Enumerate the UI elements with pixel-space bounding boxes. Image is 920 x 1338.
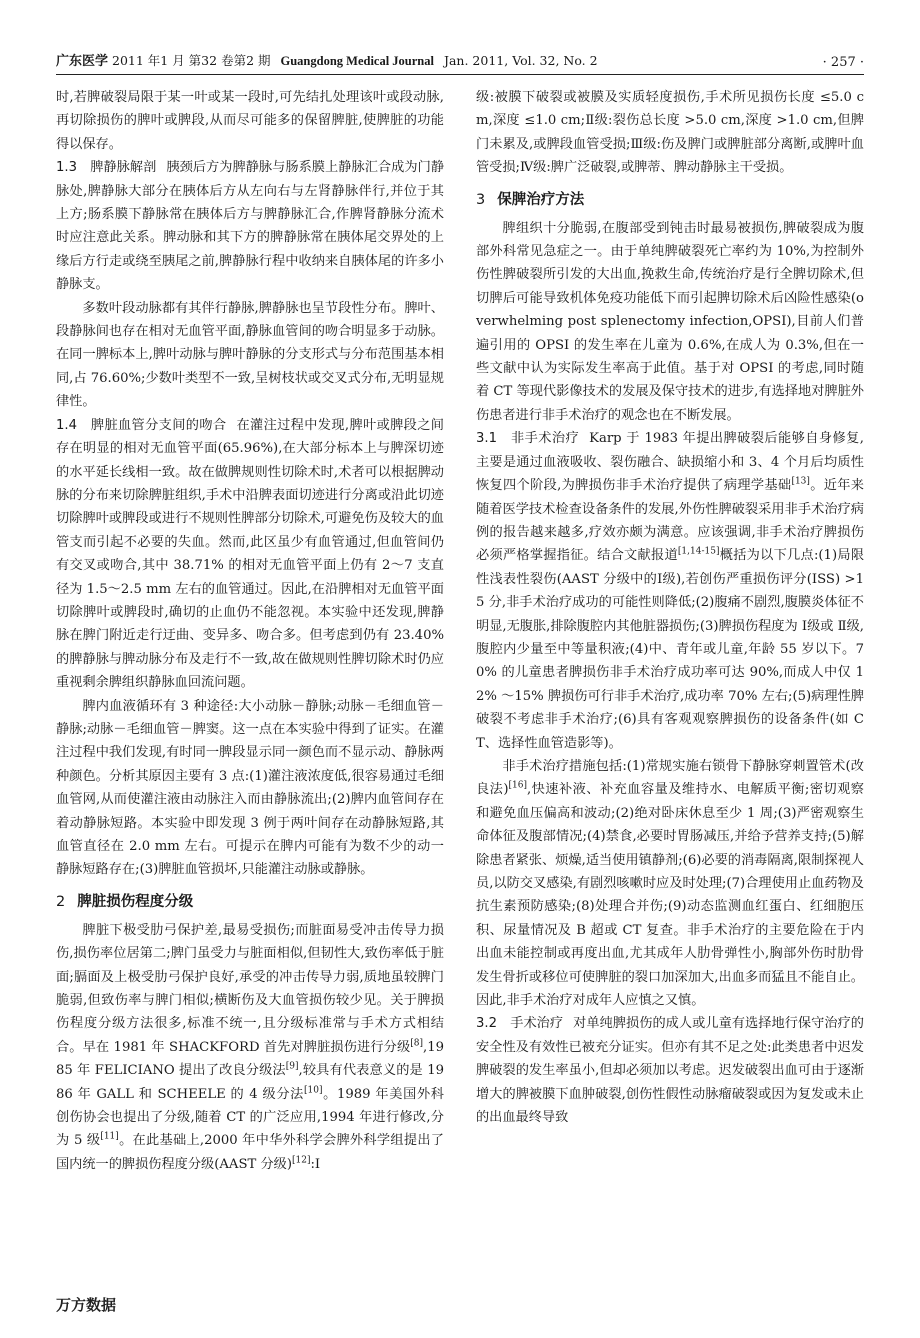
section-1-3 — [56, 156, 444, 296]
citation: [12] — [291, 1155, 311, 1166]
text-run: ,较具有代表意义的是 1986 年 GALL 和 SCHEELE 的 4 级分法 — [56, 1063, 444, 1102]
section-heading: 1.3 脾静脉解剖 — [56, 160, 157, 176]
section-text: 胰颈后方为脾静脉与肠系膜上静脉汇合成为门静脉处,脾静脉大部分在胰体后方从左向右与左肾静脉伴行,并位于其上方;肠系膜下静脉常在胰体后方与脾静脉汇合,作脾肾静脉分流术时应注意此关系。脾动脉和其下方的脾静脉常在胰体尾交界处的上缘后方行走或绕至胰尾之前,脾静脉行程中收纳来自胰体尾的许多小静脉支。 — [56, 160, 445, 293]
text-run: :Ⅰ — [310, 1156, 321, 1172]
journal-name-en: Guangdong Medical Journal — [280, 54, 434, 68]
text-run: Karp 于 1983 年提出脾破裂后能够自身修复,主要是通过血液吸收、裂伤融合、缺损缩小和 3、4 个月后均质性恢复四个阶段,为脾损伤非手术治疗提供了病理学基础 — [476, 431, 864, 494]
section-3-1 — [476, 427, 864, 755]
section-text: 对单纯脾损伤的成人或儿童有选择地行保守治疗的安全性及有效性已被充分证实。但亦有其不足之处:此类患者中迟发脾破裂的发生率虽小,但却必须加以考虑。迟发破裂出血可由于逐渐增大的脾被膜下血肿破裂,创伤性假性动脉瘤破裂或因为复发或未止的出血最终导致 — [476, 1016, 864, 1126]
journal-name-cn: 广东医学 — [56, 54, 109, 69]
paragraph: 时,若脾破裂局限于某一叶或某一段时,可先结扎处理该叶或段动脉,再切除损伤的脾叶或脾段,从而尽可能多的保留脾脏,使脾脏的功能得以保存。 — [56, 90, 444, 152]
text-run: 脾脏下极受肋弓保护差,最易受损伤;而脏面易受冲击传导力损伤,损伤率位居第二;脾门虽受力与脏面相似,但韧性大,致伤率低于脏面;膈面及上极受肋弓保护良好,承受的冲击传导力弱,质地虽较脾门脆弱,但致伤率与脾门相似;横断伤及大血管损伤较少见。关于脾损伤程度分级方法很多,标准不统一,且分级标准常与手术方式相结合。早在 1981 年 SHACKFORD 首先对脾脏损伤进行分级 — [56, 922, 444, 1055]
text-run: ,快速补液、补充血容量及维持水、电解质平衡;密切观察和避免血压偏高和波动;(2)绝对卧床休息至少 1 周;(3)严密观察生命体征及腹部情况;(4)禁食,必要时胃肠减压,并给予营养支持;(5)解除患者紧张、烦燥,适当使用镇静剂;(6)必要的消毒隔离,限制探视人员,以防交叉感染,有剧烈咳嗽时应及时处理;(7)合理使用止血药物及抗生素预防感染;(8)处理合并伤;(9)动态监测血红蛋白、红细胞压积、尿量情况及 B 超或 CT 复查。非手术治疗的主要危险在于内出血未能控制或再度出血,尤其成年人肋骨弹性小,胸部外伤时肋骨发生骨折或移位可使脾脏的裂口加深加大,出血多而猛且不能自止。因此,非手术治疗对成年人应慎之又慎。 — [476, 782, 864, 1009]
paragraph: 脾组织十分脆弱,在腹部受到钝击时最易被损伤,脾破裂成为腹部外科常见急症之一。由于单纯脾破裂死亡率约为 10%,为控制外伤性脾破裂所引发的大出血,挽救生命,传统治疗是行全脾切除术,但切脾后可能导致机体免疫功能低下而引起脾切除术后凶险性感染(overwhelming post splenectomy infection,OPSI),目前人们普遍引用的 OPSI 的发生率在儿童为 0.6%,在成人为 0.3%,但在一些文献中认为实际发生率高于此值。基于对 OPSI 的考虑,同时随着 CT 等现代影像技术的发展及保守技术的进步,有选择地对脾脏外伤患者进行非手术治疗的观念也在不断发展。 — [476, 220, 864, 423]
section-heading: 3.1 非手术治疗 — [476, 431, 580, 447]
running-header — [56, 52, 864, 75]
text-run: 。近年来随着医学技术检查设备条件的发展,外伤性脾破裂采用非手术治疗病例的报告越来越多,疗效亦颇为满意。应该强调,非手术治疗脾损伤必须严格掌握指征。结合文献报道 — [476, 478, 864, 564]
paragraph: 脾内血液循环有 3 种途径:大小动脉－静脉;动脉－毛细血管－静脉;动脉－毛细血管－脾窦。这一点在本实验中得到了证实。在灌注过程中我们发现,有时同一脾段显示同一颜色而不显示动、静脉两种颜色。分析其原因主要有 3 点:(1)灌注液浓度低,很容易通过毛细血管网,从而使灌注液由动脉注入而由静脉流出;(2)脾内血管间存在着动静脉短路。本实验中即发现 3 例于两叶间存在动静脉短路,其血管直径在 2.0 mm 左右。可提示在脾内可能有为数不少的动一静脉短路存在;(3)脾脏血管损坏,只能灌注动脉或静脉。 — [56, 698, 444, 878]
section-heading: 3.2 手术治疗 — [476, 1016, 564, 1032]
citation: [9] — [285, 1061, 299, 1072]
text-run: 。1989 年美国外科创伤协会也提出了分级,随着 CT 的广泛应用,1994 年进行修改,分为 5 级 — [56, 1086, 444, 1149]
section-3-2 — [476, 1012, 864, 1129]
section-heading: 1.4 脾脏血管分支间的吻合 — [56, 417, 227, 433]
section-2-heading — [56, 891, 444, 913]
left-column — [56, 86, 444, 1176]
header-left — [56, 52, 598, 71]
citation: [13] — [791, 476, 810, 487]
citation: [11] — [100, 1132, 119, 1143]
section-text: 在灌注过程中发现,脾叶或脾段之间存在明显的相对无血管平面(65.96%),在大部分标本上与脾深切迹的水平延长线相一致。故在做脾规则性切除术时,术者可以根据脾动脉的分布来切除脾脏组织,手术中沿脾表面切迹进行分离或沿此切迹切除脾叶或脾段或进行不规则性脾部分切除术,可避免伤及较大的血管支而引起不必要的失血。然而,此区虽少有血管通过,但血管间仍有交叉或吻合,其中 38.71% 的相对无血管平面上仍有 2～7 支直径为 1.5～2.5 mm 左右的血管通过。因此,在沿脾相对无血管平面切除脾叶或脾段时,确切的止血仍不能忽视。本实验中还发现,脾静脉在脾门附近走行迂曲、变异多、吻合多。但考虑到仍有 23.40% 的脾静脉与脾动脉分布及走行不一致,故在做规则性脾切除术时仍应重视剩余脾组织静脉血回流问题。 — [56, 417, 444, 691]
section-number: 2 — [56, 893, 66, 910]
section-number: 3 — [476, 191, 486, 208]
citation: [10] — [304, 1085, 323, 1096]
citation: [1,14-15] — [677, 546, 720, 557]
text-run: 非手术治疗措施包括:(1)常规实施右锁骨下静脉穿刺置管术(改良法) — [476, 758, 864, 798]
paragraph: 级:被膜下破裂或被膜及实质轻度损伤,手术所见损伤长度 ≤5.0 cm,深度 ≤1.0 cm;Ⅱ级:裂伤总长度 >5.0 cm,深度 >1.0 cm,但脾门未累及,或脾段血管受损;Ⅲ级:伤及脾门或脾脏部分离断,或脾叶血管受损;Ⅳ级:脾广泛破裂,或脾蒂、脾动静脉主干受损。 — [476, 90, 864, 176]
text-run: ,1985 年 FELICIANO 提出了改良分级法 — [56, 1039, 444, 1079]
issue-info-cn: 2011 年1 月 第32 卷第2 期 — [112, 53, 271, 68]
section-title: 脾脏损伤程度分级 — [77, 893, 194, 910]
text-run: 概括为以下几点:(1)局限性浅表性裂伤(AAST 分级中的Ⅰ级),若创伤严重损伤评分(ISS) >15 分,非手术治疗成功的可能性则降低;(2)腹痛不剧烈,腹膜炎体征不明显,无腹胀,排除腹腔内其他脏器损伤;(3)脾损伤程度为 Ⅰ级或 Ⅱ级,腹腔内少量至中等量积液;(4)中、青年或儿童,年龄 55 岁以下。70% 的儿童患者脾损伤非手术治疗成功率可达 90%,而成人中仅 12% ～15% 脾损伤可行非手术治疗,成功率 70% 左右;(5)病理性脾破裂不考虑非手术治疗;(6)具有客观观察脾损伤的设备条件(如 CT、选择性血管造影等)。 — [476, 548, 865, 751]
section-title: 保脾治疗方法 — [497, 191, 585, 208]
paragraph — [56, 919, 444, 1176]
issue-info-en: Jan. 2011, Vol. 32, No. 2 — [443, 53, 598, 68]
page-number: · 257 · — [822, 55, 864, 70]
citation: [8] — [410, 1038, 424, 1049]
right-column — [476, 86, 864, 1129]
paragraph — [476, 755, 864, 1012]
paragraph: 多数叶段动脉都有其伴行静脉,脾静脉也呈节段性分布。脾叶、段静脉间也存在相对无血管平面,静脉血管间的吻合明显多于动脉。在同一脾标本上,脾叶动脉与脾叶静脉的分支形式与分布范围基本相同,占 76.60%;少数叶类型不一致,呈树枝状或交叉式分布,无明显规律性。 — [56, 300, 444, 410]
section-1-4 — [56, 414, 444, 695]
citation: [16] — [508, 780, 527, 791]
wanfang-data-logo: 万方数据 — [56, 1296, 117, 1314]
section-3-heading — [476, 189, 864, 211]
text-run: 。在此基础上,2000 年中华外科学会脾外科学组提出了国内统一的脾损伤程度分级(AAST 分级) — [56, 1133, 444, 1172]
